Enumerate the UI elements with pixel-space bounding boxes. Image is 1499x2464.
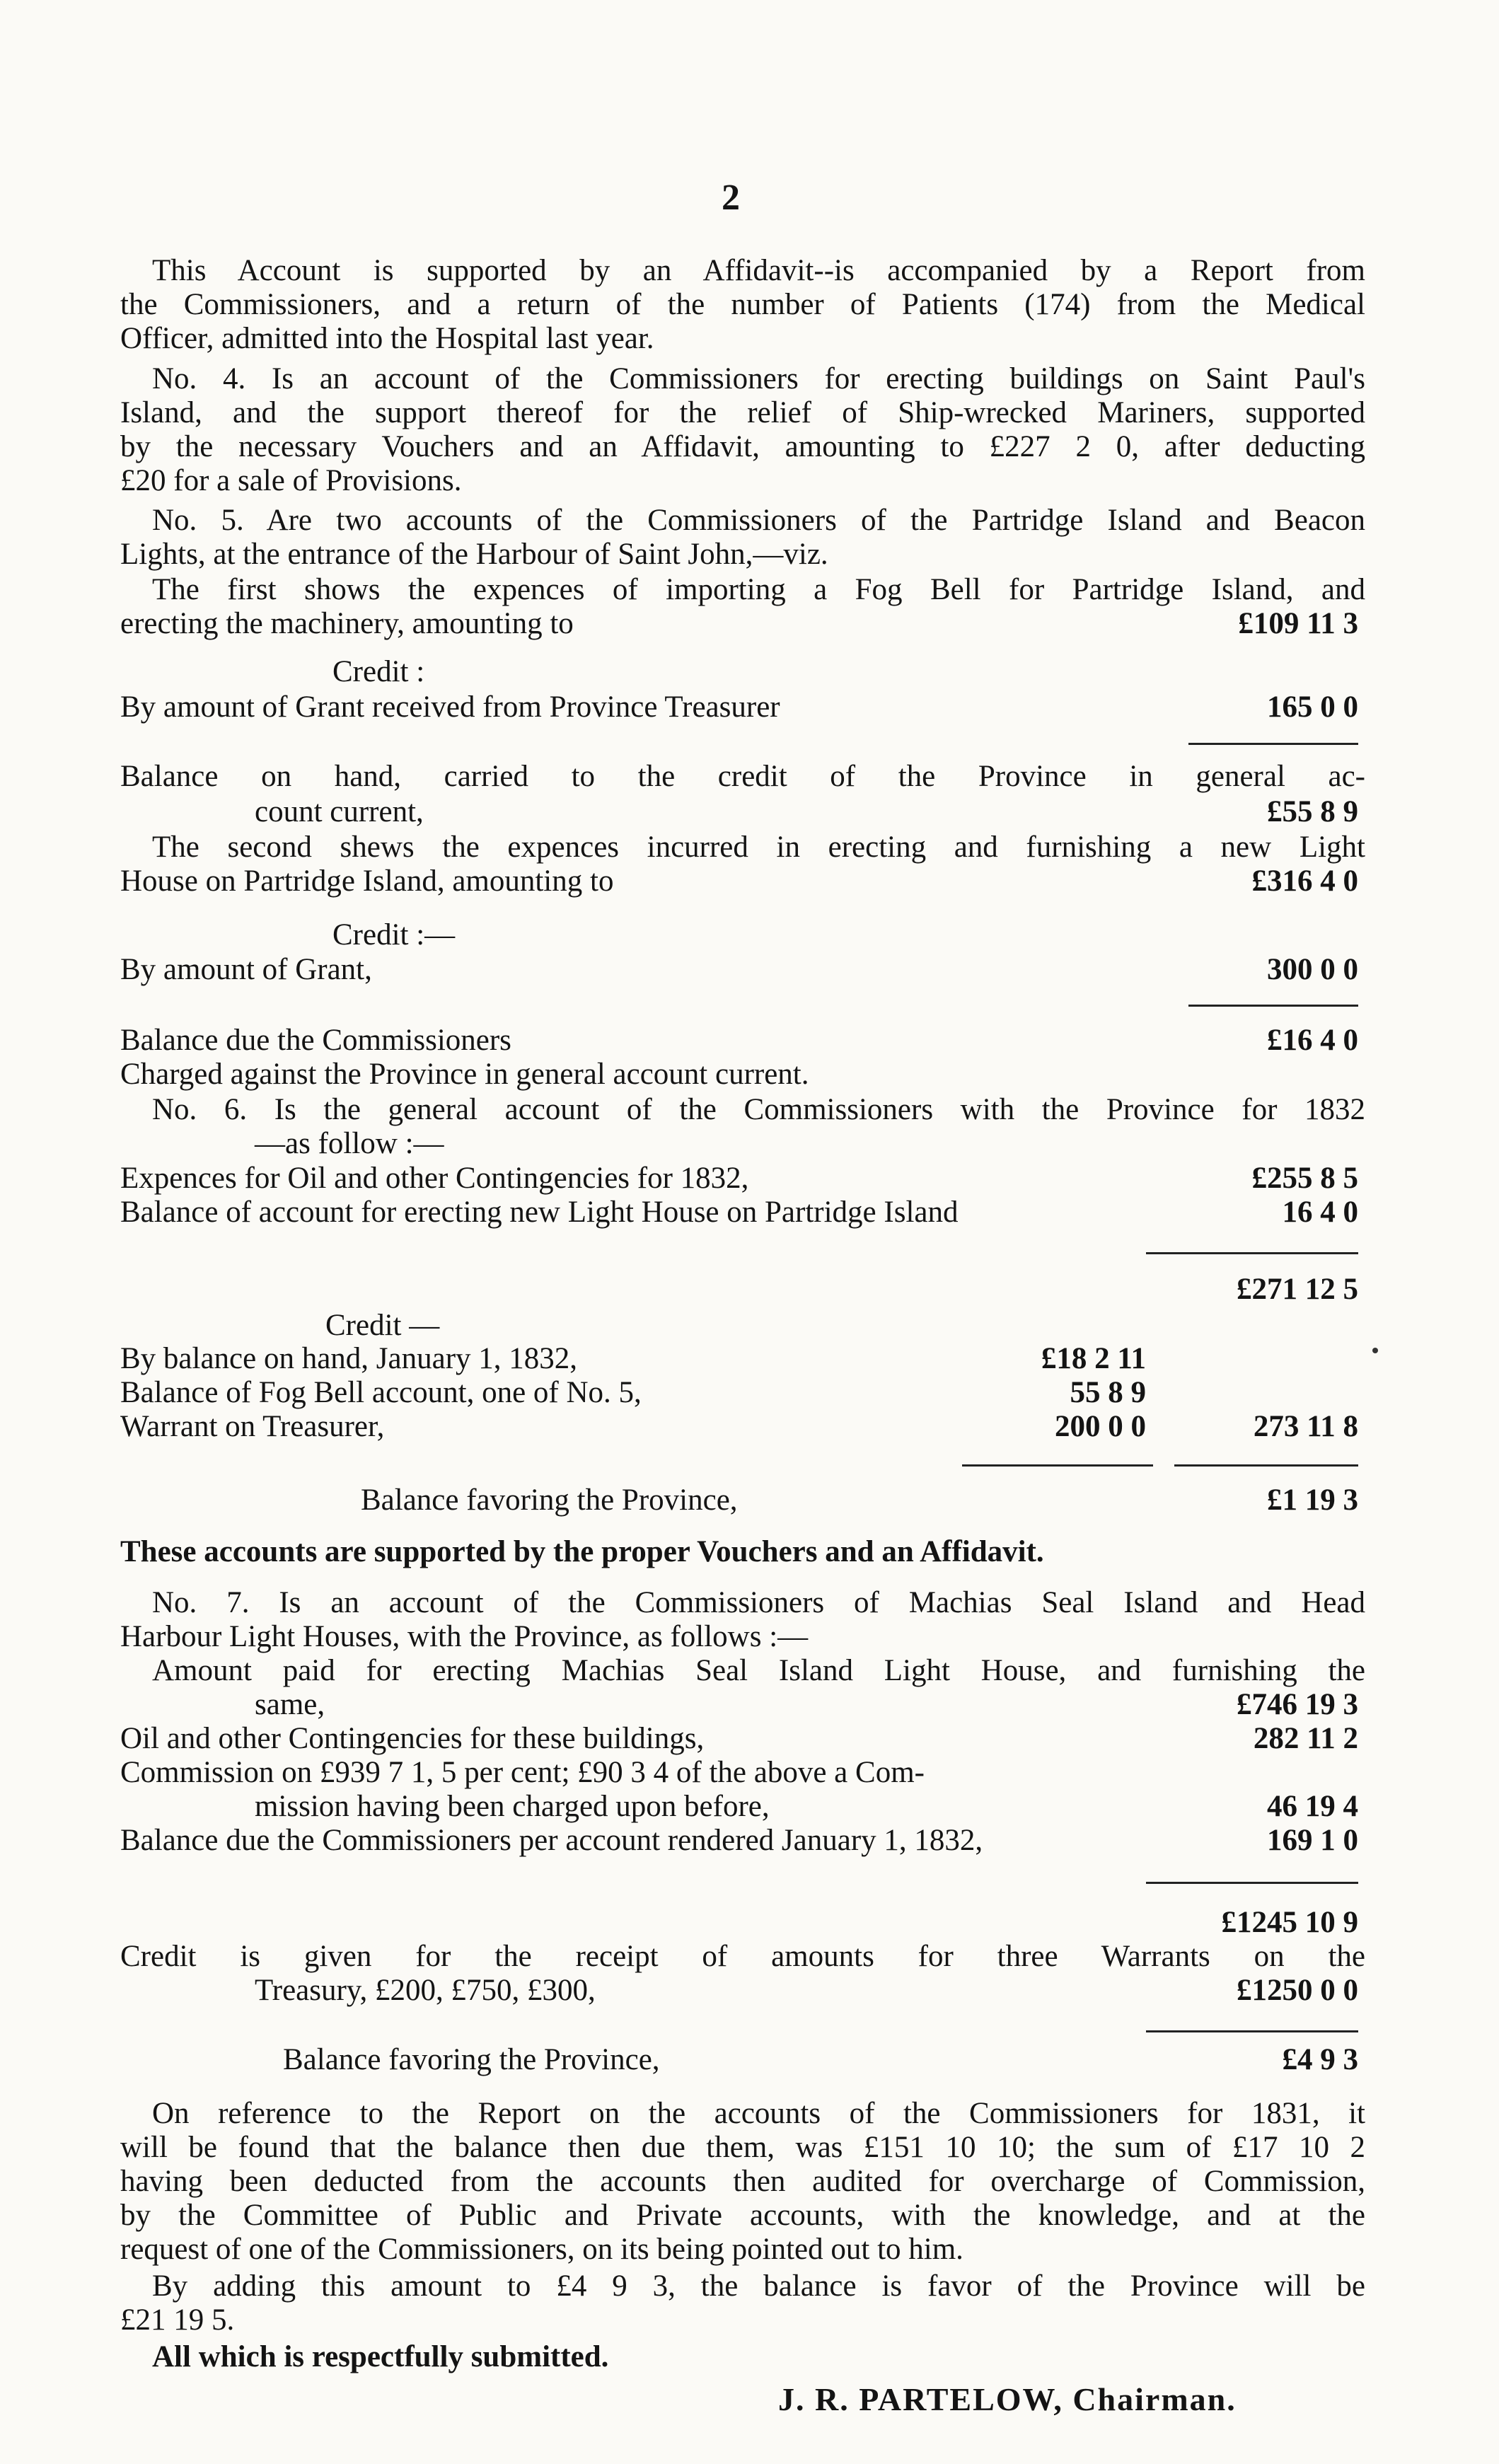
no5-second-1: The second shews the expences incurred in erecting and furnishing a new Light xyxy=(152,831,1365,864)
no5-charged: Charged against the Province in general account current. xyxy=(120,1058,809,1091)
no6-credit-3-amount: 200 0 0 xyxy=(1055,1410,1146,1443)
no7-item4-amount: 169 1 0 xyxy=(1267,1824,1358,1857)
no6-total: £271 12 5 xyxy=(1237,1273,1358,1306)
no6-credit-label: Credit — xyxy=(325,1309,440,1342)
rule xyxy=(1146,1882,1358,1884)
no7-credit-amount: £1250 0 0 xyxy=(1237,1974,1358,2007)
rule xyxy=(1146,2030,1358,2032)
page-number: 2 xyxy=(722,178,740,218)
rule xyxy=(1188,743,1358,745)
no5-intro-2: Lights, at the entrance of the Harbour of Saint John,—viz. xyxy=(120,538,828,571)
no5-first-amount: £109 11 3 xyxy=(1238,607,1358,640)
no7-credit-2: Treasury, £200, £750, £300, xyxy=(255,1974,596,2007)
no6-credit-3: Warrant on Treasurer, xyxy=(120,1410,385,1443)
no6-intro-2: —as follow :— xyxy=(255,1127,444,1160)
para1-line-1: This Account is supported by an Affidavit--is accompanied by a Report from xyxy=(152,254,1365,287)
no5-balance1-amount: £55 8 9 xyxy=(1267,795,1358,828)
no5-credit1-text: By amount of Grant received from Province Treasurer xyxy=(120,690,780,724)
no6-item-2-amount: 16 4 0 xyxy=(1282,1196,1358,1229)
no6-item-1-amount: £255 8 5 xyxy=(1251,1162,1358,1195)
no5-first-2: erecting the machinery, amounting to xyxy=(120,607,574,640)
no7-item1-amount: £746 19 3 xyxy=(1237,1688,1358,1721)
closing-line-7: £21 19 5. xyxy=(120,2303,235,2337)
rule xyxy=(962,1464,1153,1467)
no7-item2-amount: 282 11 2 xyxy=(1253,1722,1358,1755)
no7-item3-amount: 46 19 4 xyxy=(1267,1790,1358,1823)
no7-item4: Balance due the Commissioners per account rendered January 1, 1832, xyxy=(120,1824,983,1857)
closing-line-4: by the Committee of Public and Private accounts, with the knowledge, and at the xyxy=(120,2199,1365,2232)
no6-item-1: Expences for Oil and other Contingencies for 1832, xyxy=(120,1162,749,1195)
no6-balance-amount: £1 19 3 xyxy=(1267,1483,1358,1517)
no6-credit-2: Balance of Fog Bell account, one of No. 5, xyxy=(120,1376,642,1409)
submitted-line: All which is respectfully submitted. xyxy=(152,2340,609,2373)
no5-balance2-amount: £16 4 0 xyxy=(1267,1024,1358,1057)
no5-credit2-text: By amount of Grant, xyxy=(120,953,372,986)
signature: J. R. PARTELOW, Chairman. xyxy=(778,2381,1237,2417)
no6-credit-2-amount: 55 8 9 xyxy=(1070,1376,1146,1409)
no7-balance-amount: £4 9 3 xyxy=(1282,2043,1358,2076)
no7-intro-1: No. 7. Is an account of the Commissioners of Machias Seal Island and Head xyxy=(152,1586,1365,1619)
no6-credit-total: 273 11 8 xyxy=(1253,1410,1358,1443)
rule xyxy=(1174,1464,1358,1467)
no7-credit-1: Credit is given for the receipt of amounts for three Warrants on the xyxy=(120,1940,1365,1973)
speck xyxy=(1372,1348,1378,1353)
no4-line-2: Island, and the support thereof for the relief of Ship-wrecked Mariners, supported xyxy=(120,396,1365,429)
para1-line-3: Officer, admitted into the Hospital last year. xyxy=(120,322,654,355)
no5-first-1: The first shows the expences of importing a Fog Bell for Partridge Island, and xyxy=(152,573,1365,606)
no5-intro-1: No. 5. Are two accounts of the Commissioners of the Partridge Island and Beacon xyxy=(152,504,1365,537)
no5-balance1-2: count current, xyxy=(255,795,424,828)
no5-credit2-amount: 300 0 0 xyxy=(1267,953,1358,986)
para1-line-2: the Commissioners, and a return of the number of Patients (174) from the Medical xyxy=(120,288,1365,321)
no5-second-amount: £316 4 0 xyxy=(1251,864,1358,898)
no6-intro-1: No. 6. Is the general account of the Commissioners with the Province for 1832 xyxy=(152,1093,1365,1126)
no4-line-4: £20 for a sale of Provisions. xyxy=(120,464,462,497)
no5-balance1-1: Balance on hand, carried to the credit of the Province in general ac- xyxy=(120,760,1365,793)
no7-balance-text: Balance favoring the Province, xyxy=(283,2043,660,2076)
no7-item3-2: mission having been charged upon before, xyxy=(255,1790,770,1823)
no7-item1-2: same, xyxy=(255,1688,325,1721)
no6-item-2: Balance of account for erecting new Light House on Partridge Island xyxy=(120,1196,959,1229)
no5-credit1-amount: 165 0 0 xyxy=(1267,690,1358,724)
no7-item3-1: Commission on £939 7 1, 5 per cent; £90 3 4 of the above a Com- xyxy=(120,1756,925,1789)
no5-credit2-label: Credit :— xyxy=(332,918,456,952)
no6-credit-1: By balance on hand, January 1, 1832, xyxy=(120,1342,578,1375)
no7-item2: Oil and other Contingencies for these buildings, xyxy=(120,1722,705,1755)
no4-line-1: No. 4. Is an account of the Commissioners for erecting buildings on Saint Paul's xyxy=(152,362,1365,395)
no7-total: £1245 10 9 xyxy=(1221,1906,1358,1939)
no5-balance2-text: Balance due the Commissioners xyxy=(120,1024,511,1057)
closing-line-3: having been deducted from the accounts then audited for overcharge of Commission, xyxy=(120,2165,1365,2198)
no7-item1-1: Amount paid for erecting Machias Seal Island Light House, and furnishing the xyxy=(152,1654,1365,1687)
closing-line-1: On reference to the Report on the accounts of the Commissioners for 1831, it xyxy=(152,2097,1365,2130)
no5-second-2: House on Partridge Island, amounting to xyxy=(120,864,614,898)
no4-line-3: by the necessary Vouchers and an Affidavit, amounting to £227 2 0, after deducting xyxy=(120,430,1365,463)
no6-note: These accounts are supported by the proper Vouchers and an Affidavit. xyxy=(120,1535,1044,1568)
closing-line-6: By adding this amount to £4 9 3, the balance is favor of the Province will be xyxy=(152,2269,1365,2303)
closing-line-5: request of one of the Commissioners, on its being pointed out to him. xyxy=(120,2233,963,2266)
no6-credit-1-amount: £18 2 11 xyxy=(1041,1342,1146,1375)
no7-intro-2: Harbour Light Houses, with the Province, as follows :— xyxy=(120,1620,809,1653)
closing-line-2: will be found that the balance then due them, was £151 10 10; the sum of £17 10 2 xyxy=(120,2131,1365,2164)
rule xyxy=(1146,1252,1358,1254)
rule xyxy=(1188,1005,1358,1007)
no5-credit1-label: Credit : xyxy=(332,655,425,688)
no6-balance-text: Balance favoring the Province, xyxy=(361,1483,738,1517)
